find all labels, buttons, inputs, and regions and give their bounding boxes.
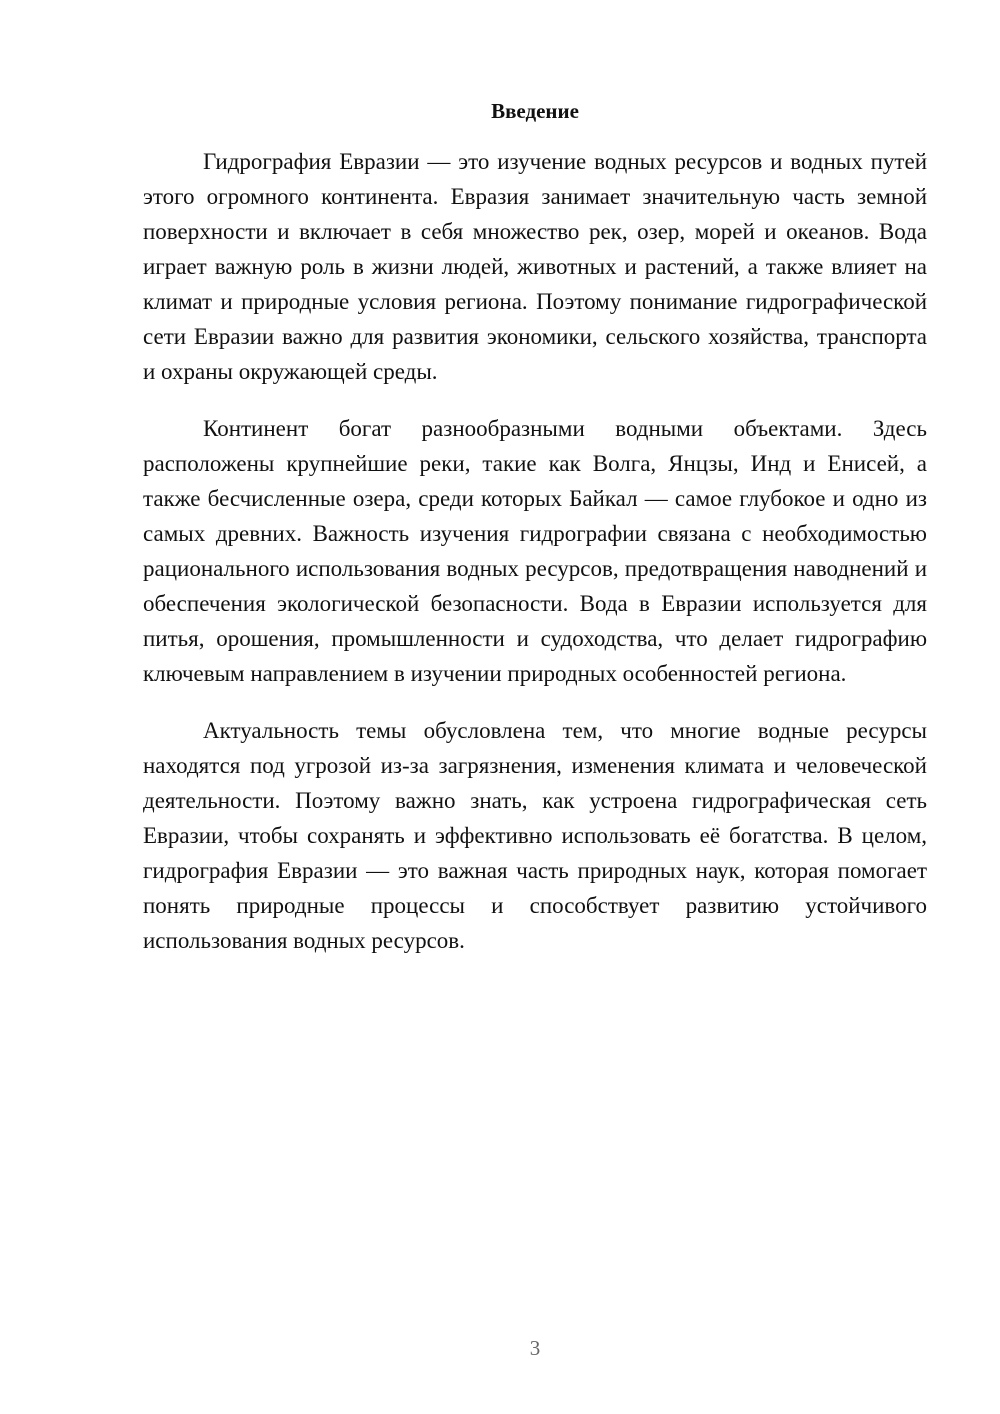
- section-heading: Введение: [491, 99, 579, 123]
- paragraph-1: Гидрография Евразии — это изучение водных ресурсов и водных путей этого огромного континента. Евразия занимает значительную часть земной поверхности и включает в себя множество рек, озер, морей и океанов. Вода играет важную роль в жизни людей, животных и растений, а также влияет на климат и природные условия региона. Поэтому понимание гидрографической сети Евразии важно для развития экономики, сельского хозяйства, транспорта и охраны окружающей среды.: [143, 149, 927, 384]
- paragraph-2: Континент богат разнообразными водными объектами. Здесь расположены крупнейшие реки, такие как Волга, Янцзы, Инд и Енисей, а также бесчисленные озера, среди которых Байкал — самое глубокое и одно из самых древних. Важность изучения гидрографии связана с необходимостью рационального использования водных ресурсов, предотвращения наводнений и обеспечения экологической безопасности. Вода в Евразии используется для питья, орошения, промышленности и судоходства, что делает гидрографию ключевым направлением в изучении природных особенностей региона.: [143, 416, 927, 686]
- paragraph-3: Актуальность темы обусловлена тем, что многие водные ресурсы находятся под угрозой из-за загрязнения, изменения климата и человеческой деятельности. Поэтому важно знать, как устроена гидрографическая сеть Евразии, чтобы сохранять и эффективно использовать её богатства. В целом, гидрография Евразии — это важная часть природных наук, которая помогает понять природные процессы и способствует развитию устойчивого использования водных ресурсов.: [143, 718, 927, 953]
- body-text: [143, 144, 927, 980]
- page-number: 3: [529, 1336, 541, 1360]
